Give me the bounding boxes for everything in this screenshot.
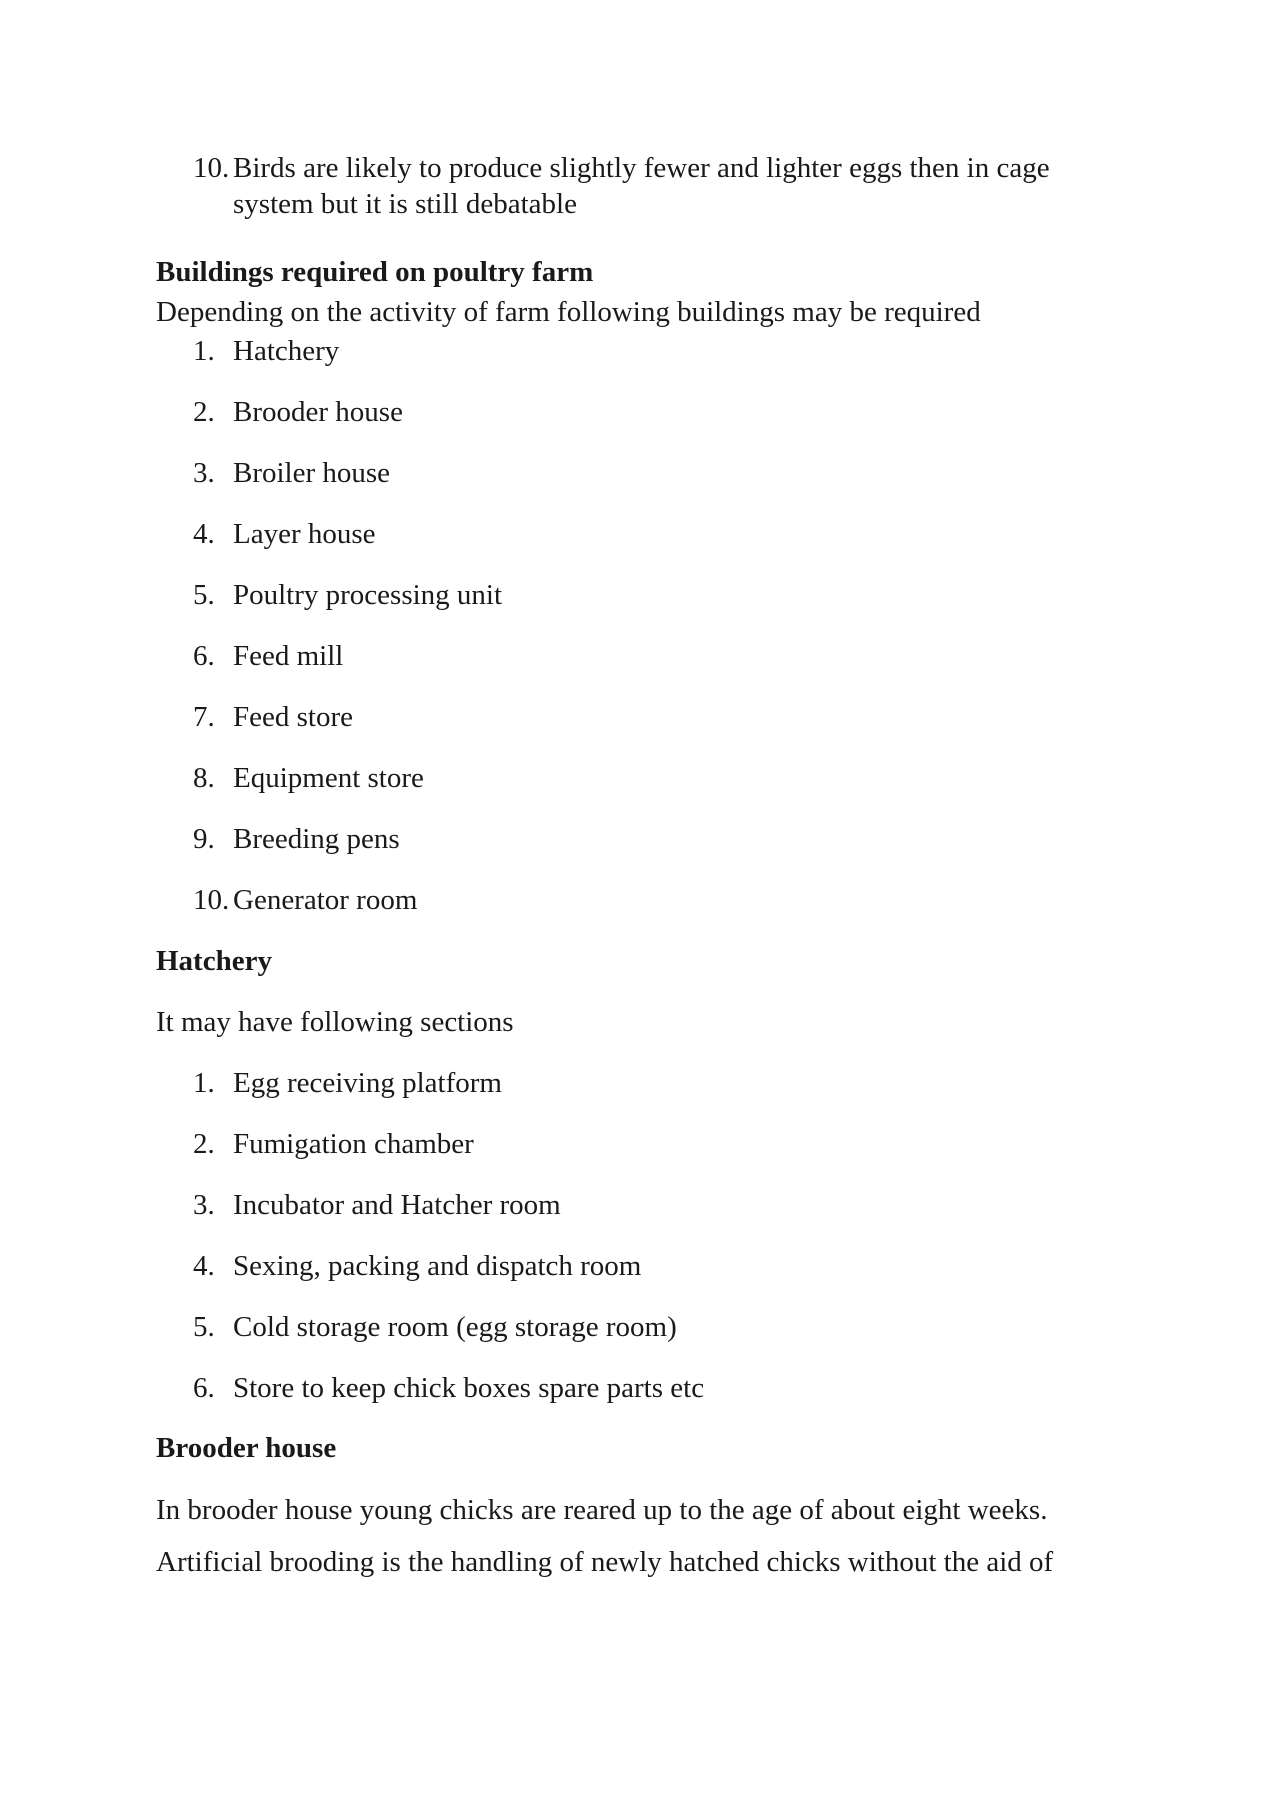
section-heading-hatchery: Hatchery [156, 945, 272, 977]
section-heading-brooder: Brooder house [156, 1432, 337, 1464]
list-item [193, 1309, 677, 1345]
list-item-text: Egg receiving platform [233, 1067, 502, 1099]
list-item-number: 2. [193, 1128, 215, 1160]
list-item-text: Breeding pens [233, 823, 400, 855]
list-item-number: 5. [193, 579, 215, 611]
list-item-text: Generator room [233, 884, 418, 916]
list-item-number: 2. [193, 396, 215, 428]
list-item-continued [193, 150, 1113, 222]
list-item [193, 333, 339, 369]
list-item-number: 6. [193, 1372, 215, 1404]
list-item-number: 10. [193, 884, 230, 916]
list-item-number: 4. [193, 1250, 215, 1282]
list-item-text: Broiler house [233, 457, 391, 489]
list-item [193, 1187, 561, 1223]
list-item-text: Hatchery [233, 335, 340, 367]
list-item-number: 1. [193, 335, 215, 367]
list-item-number: 6. [193, 640, 215, 672]
list-item [193, 516, 376, 552]
paragraph-line: In brooder house young chicks are reared up to the age of about eight weeks. [156, 1494, 1048, 1526]
list-item-number: 8. [193, 762, 215, 794]
list-item-text: Equipment store [233, 762, 424, 794]
list-item [193, 1248, 641, 1284]
section-intro-buildings: Depending on the activity of farm following buildings may be required [156, 296, 981, 328]
list-item-text: Birds are likely to produce slightly fewer and lighter eggs then in cage system but it is still debatable [233, 152, 1050, 220]
list-item-text: Store to keep chick boxes spare parts etc [233, 1372, 705, 1404]
list-item-text: Cold storage room (egg storage room) [233, 1311, 677, 1343]
list-item [193, 577, 502, 613]
list-item [193, 821, 400, 857]
section-heading-buildings: Buildings required on poultry farm [156, 256, 594, 288]
list-item-number: 5. [193, 1311, 215, 1343]
list-item-text: Feed mill [233, 640, 344, 672]
list-item-text: Feed store [233, 701, 353, 733]
list-item-number: 7. [193, 701, 215, 733]
list-item [193, 455, 390, 491]
list-item-number: 3. [193, 457, 215, 489]
list-item [193, 699, 353, 735]
list-item-text: Sexing, packing and dispatch room [233, 1250, 642, 1282]
paragraph-line: Artificial brooding is the handling of newly hatched chicks without the aid of [156, 1546, 1054, 1578]
list-item-text: Brooder house [233, 396, 403, 428]
section-intro-hatchery: It may have following sections [156, 1006, 514, 1038]
list-item [193, 638, 343, 674]
list-item [193, 1126, 474, 1162]
list-item [193, 394, 403, 430]
list-item-text: Incubator and Hatcher room [233, 1189, 561, 1221]
list-item-number: 4. [193, 518, 215, 550]
list-item-number: 10. [193, 152, 230, 184]
list-item [193, 760, 424, 796]
list-item-number: 1. [193, 1067, 215, 1099]
list-item-text: Layer house [233, 518, 376, 550]
list-item [193, 882, 417, 918]
list-item [193, 1065, 502, 1101]
list-item-text: Fumigation chamber [233, 1128, 474, 1160]
list-item-text: Poultry processing unit [233, 579, 503, 611]
list-item-number: 3. [193, 1189, 215, 1221]
list-item-number: 9. [193, 823, 215, 855]
list-item [193, 1370, 704, 1406]
